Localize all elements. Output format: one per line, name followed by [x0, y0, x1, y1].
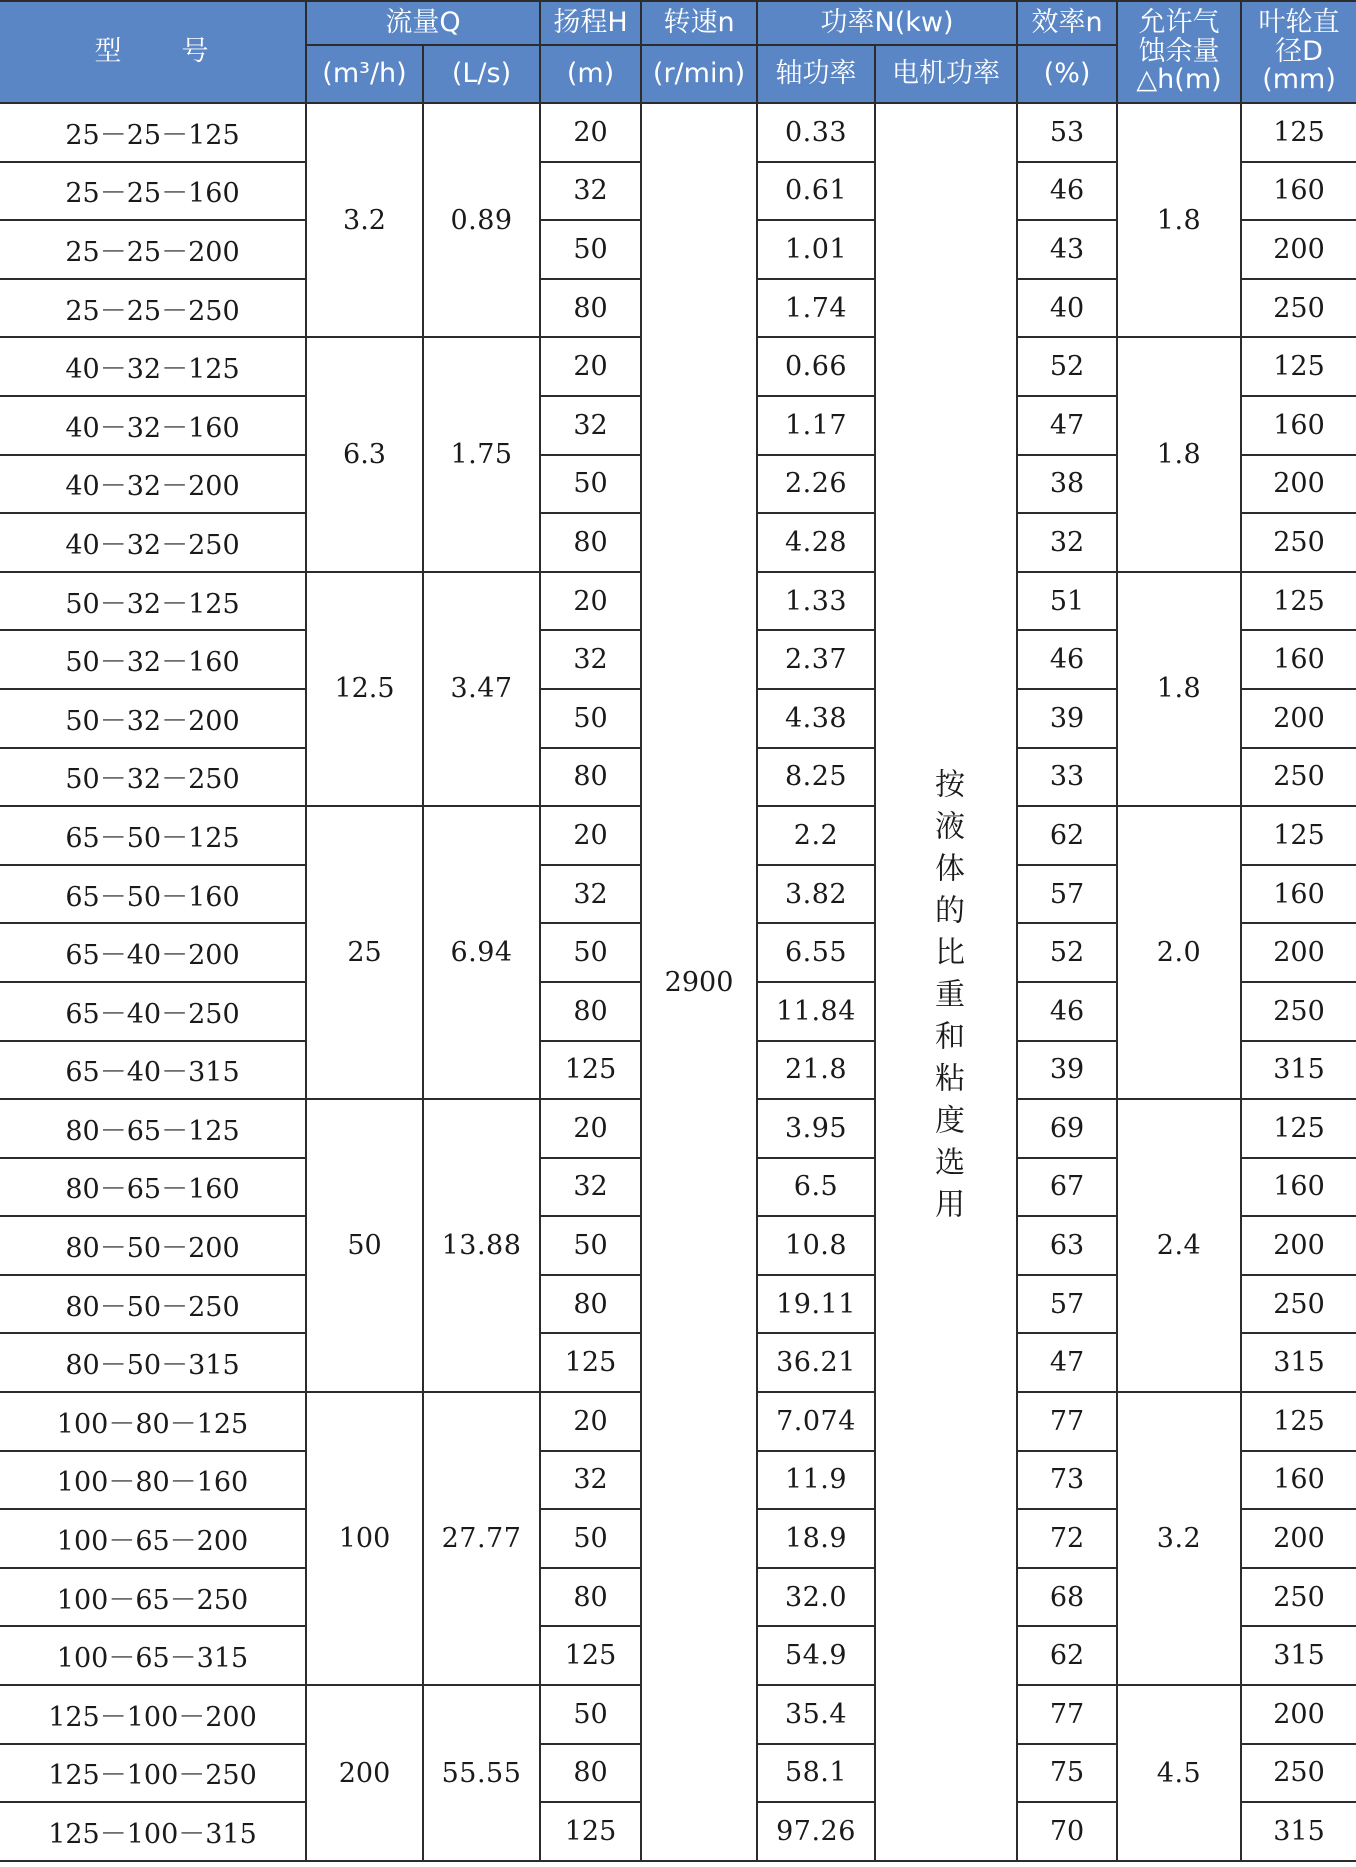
- efficiency-cell: 73: [1017, 1451, 1117, 1510]
- head-cell: 32: [540, 1451, 641, 1510]
- efficiency-cell: 38: [1017, 455, 1117, 514]
- shaft-power-cell: 35.4: [757, 1685, 875, 1744]
- efficiency-cell: 46: [1017, 982, 1117, 1041]
- impeller-cell: 160: [1241, 162, 1356, 221]
- shaft-power-cell: 7.074: [757, 1392, 875, 1451]
- npsh-cell: 3.2: [1117, 1392, 1241, 1685]
- impeller-cell: 200: [1241, 1509, 1356, 1568]
- header-row-1: [0, 1, 1356, 45]
- efficiency-cell: 62: [1017, 806, 1117, 865]
- flow-m3h-cell: 3.2: [306, 103, 423, 337]
- shaft-power-cell: 2.26: [757, 455, 875, 514]
- impeller-cell: 250: [1241, 982, 1356, 1041]
- efficiency-cell: 53: [1017, 103, 1117, 162]
- header-flow: 流量Q: [306, 1, 540, 45]
- model-cell: 25－25－250: [0, 279, 306, 338]
- head-cell: 50: [540, 1216, 641, 1275]
- head-cell: 125: [540, 1333, 641, 1392]
- efficiency-cell: 46: [1017, 630, 1117, 689]
- shaft-power-cell: 1.33: [757, 572, 875, 631]
- header-head-unit: (m): [540, 45, 641, 103]
- efficiency-cell: 77: [1017, 1392, 1117, 1451]
- efficiency-cell: 62: [1017, 1626, 1117, 1685]
- model-cell: 50－32－160: [0, 630, 306, 689]
- efficiency-cell: 47: [1017, 1333, 1117, 1392]
- shaft-power-cell: 97.26: [757, 1802, 875, 1861]
- efficiency-cell: 39: [1017, 689, 1117, 748]
- model-cell: 100－80－160: [0, 1451, 306, 1510]
- impeller-cell: 125: [1241, 1099, 1356, 1158]
- shaft-power-cell: 0.66: [757, 337, 875, 396]
- head-cell: 80: [540, 1744, 641, 1803]
- head-cell: 125: [540, 1802, 641, 1861]
- head-cell: 80: [540, 1568, 641, 1627]
- npsh-cell: 1.8: [1117, 572, 1241, 806]
- header-model: 型 号: [0, 1, 306, 103]
- header-motor-power: 电机功率: [875, 45, 1017, 103]
- header-flow-ls: (L/s): [423, 45, 540, 103]
- shaft-power-cell: 19.11: [757, 1275, 875, 1334]
- header-flow-m3h: (m³/h): [306, 45, 423, 103]
- flow-m3h-cell: 6.3: [306, 337, 423, 571]
- head-cell: 80: [540, 1275, 641, 1334]
- flow-ls-cell: 0.89: [423, 103, 540, 337]
- model-cell: 80－65－125: [0, 1099, 306, 1158]
- impeller-cell: 315: [1241, 1041, 1356, 1100]
- header-power: 功率N(kw): [757, 1, 1017, 45]
- header-impeller-line2: 径D: [1275, 35, 1323, 67]
- impeller-cell: 315: [1241, 1333, 1356, 1392]
- header-impeller-line3: (mm): [1262, 64, 1336, 96]
- efficiency-cell: 52: [1017, 337, 1117, 396]
- head-cell: 32: [540, 1158, 641, 1217]
- model-cell: 100－80－125: [0, 1392, 306, 1451]
- shaft-power-cell: 32.0: [757, 1568, 875, 1627]
- efficiency-cell: 67: [1017, 1158, 1117, 1217]
- head-cell: 50: [540, 1509, 641, 1568]
- head-cell: 80: [540, 748, 641, 807]
- header-shaft-power: 轴功率: [757, 45, 875, 103]
- model-cell: 40－32－125: [0, 337, 306, 396]
- head-cell: 20: [540, 337, 641, 396]
- shaft-power-cell: 1.74: [757, 279, 875, 338]
- head-cell: 80: [540, 982, 641, 1041]
- efficiency-cell: 43: [1017, 220, 1117, 279]
- model-cell: 40－32－160: [0, 396, 306, 455]
- flow-m3h-cell: 25: [306, 806, 423, 1099]
- shaft-power-cell: 3.95: [757, 1099, 875, 1158]
- impeller-cell: 200: [1241, 923, 1356, 982]
- speed-cell: 2900: [641, 103, 757, 1861]
- model-cell: 65－40－315: [0, 1041, 306, 1100]
- shaft-power-cell: 1.01: [757, 220, 875, 279]
- model-cell: 50－32－125: [0, 572, 306, 631]
- model-cell: 65－50－160: [0, 865, 306, 924]
- npsh-cell: 4.5: [1117, 1685, 1241, 1861]
- head-cell: 50: [540, 455, 641, 514]
- npsh-cell: 2.4: [1117, 1099, 1241, 1392]
- flow-ls-cell: 1.75: [423, 337, 540, 571]
- shaft-power-cell: 10.8: [757, 1216, 875, 1275]
- shaft-power-cell: 11.9: [757, 1451, 875, 1510]
- model-cell: 65－40－200: [0, 923, 306, 982]
- motor-power-note: 按液体的比重和粘度选用: [929, 767, 965, 1230]
- impeller-cell: 315: [1241, 1802, 1356, 1861]
- impeller-cell: 125: [1241, 572, 1356, 631]
- shaft-power-cell: 3.82: [757, 865, 875, 924]
- head-cell: 20: [540, 806, 641, 865]
- efficiency-cell: 72: [1017, 1509, 1117, 1568]
- impeller-cell: 160: [1241, 865, 1356, 924]
- impeller-cell: 250: [1241, 513, 1356, 572]
- flow-ls-cell: 3.47: [423, 572, 540, 806]
- flow-m3h-cell: 100: [306, 1392, 423, 1685]
- model-cell: 40－32－250: [0, 513, 306, 572]
- flow-m3h-cell: 12.5: [306, 572, 423, 806]
- head-cell: 50: [540, 220, 641, 279]
- impeller-cell: 250: [1241, 1744, 1356, 1803]
- impeller-cell: 160: [1241, 630, 1356, 689]
- shaft-power-cell: 54.9: [757, 1626, 875, 1685]
- header-npsh-line2: 蚀余量: [1138, 35, 1220, 67]
- impeller-cell: 160: [1241, 1451, 1356, 1510]
- model-cell: 125－100－315: [0, 1802, 306, 1861]
- model-cell: 25－25－160: [0, 162, 306, 221]
- efficiency-cell: 52: [1017, 923, 1117, 982]
- impeller-cell: 160: [1241, 396, 1356, 455]
- shaft-power-cell: 6.5: [757, 1158, 875, 1217]
- shaft-power-cell: 2.37: [757, 630, 875, 689]
- efficiency-cell: 57: [1017, 865, 1117, 924]
- impeller-cell: 250: [1241, 748, 1356, 807]
- shaft-power-cell: 8.25: [757, 748, 875, 807]
- model-cell: 50－32－200: [0, 689, 306, 748]
- impeller-cell: 125: [1241, 806, 1356, 865]
- flow-ls-cell: 6.94: [423, 806, 540, 1099]
- header-speed: 转速n: [641, 1, 757, 45]
- impeller-cell: 160: [1241, 1158, 1356, 1217]
- head-cell: 20: [540, 1099, 641, 1158]
- impeller-cell: 125: [1241, 1392, 1356, 1451]
- flow-m3h-cell: 50: [306, 1099, 423, 1392]
- shaft-power-cell: 2.2: [757, 806, 875, 865]
- efficiency-cell: 57: [1017, 1275, 1117, 1334]
- impeller-cell: 125: [1241, 337, 1356, 396]
- shaft-power-cell: 58.1: [757, 1744, 875, 1803]
- model-cell: 100－65－315: [0, 1626, 306, 1685]
- head-cell: 32: [540, 396, 641, 455]
- flow-m3h-cell: 200: [306, 1685, 423, 1861]
- head-cell: 32: [540, 630, 641, 689]
- flow-ls-cell: 55.55: [423, 1685, 540, 1861]
- head-cell: 50: [540, 689, 641, 748]
- shaft-power-cell: 11.84: [757, 982, 875, 1041]
- efficiency-cell: 32: [1017, 513, 1117, 572]
- shaft-power-cell: 18.9: [757, 1509, 875, 1568]
- model-cell: 65－50－125: [0, 806, 306, 865]
- model-cell: 125－100－250: [0, 1744, 306, 1803]
- efficiency-cell: 51: [1017, 572, 1117, 631]
- efficiency-cell: 75: [1017, 1744, 1117, 1803]
- model-cell: 50－32－250: [0, 748, 306, 807]
- shaft-power-cell: 36.21: [757, 1333, 875, 1392]
- head-cell: 20: [540, 103, 641, 162]
- header-impeller-line1: 叶轮直: [1258, 7, 1340, 39]
- model-cell: 80－65－160: [0, 1158, 306, 1217]
- model-cell: 100－65－250: [0, 1568, 306, 1627]
- shaft-power-cell: 4.38: [757, 689, 875, 748]
- shaft-power-cell: 6.55: [757, 923, 875, 982]
- flow-ls-cell: 27.77: [423, 1392, 540, 1685]
- header-head: 扬程H: [540, 1, 641, 45]
- impeller-cell: 200: [1241, 1216, 1356, 1275]
- impeller-cell: 250: [1241, 1275, 1356, 1334]
- efficiency-cell: 63: [1017, 1216, 1117, 1275]
- model-cell: 80－50－315: [0, 1333, 306, 1392]
- impeller-cell: 200: [1241, 689, 1356, 748]
- model-cell: 125－100－200: [0, 1685, 306, 1744]
- header-npsh-line1: 允许气: [1138, 7, 1220, 39]
- impeller-cell: 200: [1241, 455, 1356, 514]
- model-cell: 100－65－200: [0, 1509, 306, 1568]
- npsh-cell: 1.8: [1117, 337, 1241, 571]
- table-body: [0, 103, 1356, 1861]
- shaft-power-cell: 0.61: [757, 162, 875, 221]
- shaft-power-cell: 1.17: [757, 396, 875, 455]
- head-cell: 80: [540, 513, 641, 572]
- head-cell: 50: [540, 923, 641, 982]
- header-speed-unit: (r/min): [641, 45, 757, 103]
- head-cell: 32: [540, 865, 641, 924]
- head-cell: 125: [540, 1626, 641, 1685]
- head-cell: 125: [540, 1041, 641, 1100]
- impeller-cell: 250: [1241, 1568, 1356, 1627]
- head-cell: 20: [540, 1392, 641, 1451]
- efficiency-cell: 69: [1017, 1099, 1117, 1158]
- head-cell: 50: [540, 1685, 641, 1744]
- flow-ls-cell: 13.88: [423, 1099, 540, 1392]
- efficiency-cell: 68: [1017, 1568, 1117, 1627]
- header-efficiency-unit: (%): [1017, 45, 1117, 103]
- model-cell: 80－50－250: [0, 1275, 306, 1334]
- impeller-cell: 200: [1241, 220, 1356, 279]
- head-cell: 20: [540, 572, 641, 631]
- header-efficiency: 效率n: [1017, 1, 1117, 45]
- header-impeller: [1241, 1, 1356, 103]
- table-row: [0, 103, 1356, 162]
- header-npsh: [1117, 1, 1241, 103]
- efficiency-cell: 46: [1017, 162, 1117, 221]
- efficiency-cell: 70: [1017, 1802, 1117, 1861]
- head-cell: 32: [540, 162, 641, 221]
- model-cell: 40－32－200: [0, 455, 306, 514]
- shaft-power-cell: 0.33: [757, 103, 875, 162]
- impeller-cell: 250: [1241, 279, 1356, 338]
- efficiency-cell: 40: [1017, 279, 1117, 338]
- shaft-power-cell: 4.28: [757, 513, 875, 572]
- model-cell: 25－25－200: [0, 220, 306, 279]
- efficiency-cell: 77: [1017, 1685, 1117, 1744]
- header-npsh-line3: △h(m): [1136, 64, 1222, 96]
- efficiency-cell: 33: [1017, 748, 1117, 807]
- impeller-cell: 315: [1241, 1626, 1356, 1685]
- head-cell: 80: [540, 279, 641, 338]
- impeller-cell: 125: [1241, 103, 1356, 162]
- impeller-cell: 200: [1241, 1685, 1356, 1744]
- model-cell: 65－40－250: [0, 982, 306, 1041]
- npsh-cell: 1.8: [1117, 103, 1241, 337]
- model-cell: 80－50－200: [0, 1216, 306, 1275]
- efficiency-cell: 39: [1017, 1041, 1117, 1100]
- efficiency-cell: 47: [1017, 396, 1117, 455]
- motor-power-cell: [875, 103, 1017, 1861]
- npsh-cell: 2.0: [1117, 806, 1241, 1099]
- shaft-power-cell: 21.8: [757, 1041, 875, 1100]
- model-cell: 25－25－125: [0, 103, 306, 162]
